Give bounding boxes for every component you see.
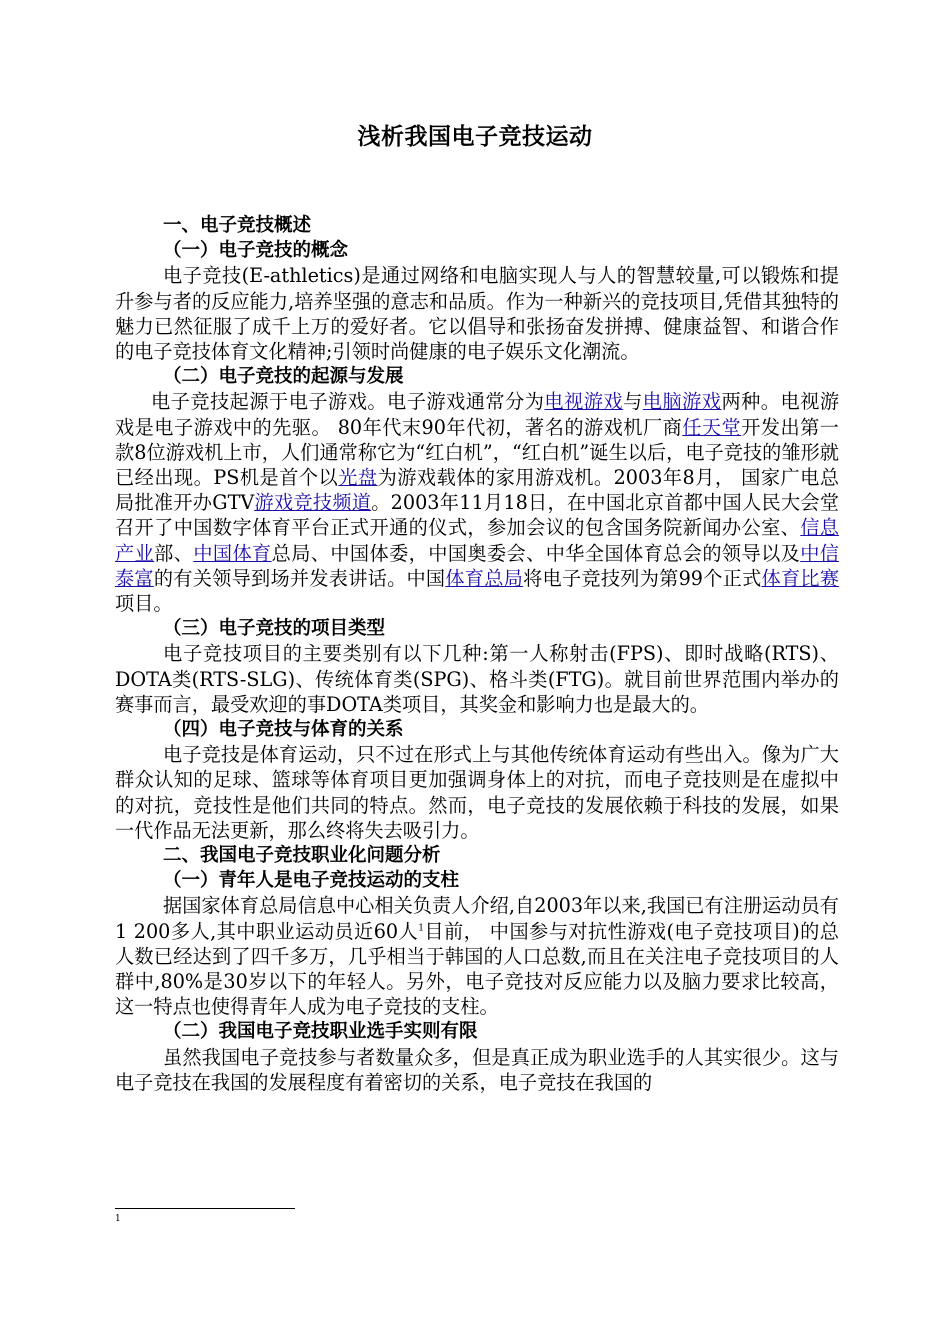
text-run: 总局、中国体委，中国奥委会、中华全国体育总会的领导以及 bbox=[271, 541, 801, 565]
subheading-origin: （二）电子竞技的起源与发展 bbox=[163, 366, 404, 388]
subheading-limited-pros: （二）我国电子竞技职业选手实则有限 bbox=[163, 1021, 478, 1043]
link-info-industry[interactable]: 信息产业 bbox=[115, 516, 839, 565]
paragraph-types: 电子竞技项目的主要类别有以下几种:第一人称射击(FPS)、即时战略(RTS)、DOTA类(RTS-SLG)、传统体育类(SPG)、格斗类(FTG)。就目前世界范围内举办的赛事而言，最受欢迎的事DOTA类项目，其奖金和影响力也是最大的。 bbox=[115, 642, 839, 716]
text-run: 电子竞技起源于电子游戏。电子游戏通常分为 bbox=[151, 390, 545, 414]
text-run: 项目。 bbox=[115, 592, 173, 615]
text-run: 目前， 中国参与对抗性游戏(电子竞技项目)的总人数已经达到了四千多万，几乎相当于韩国的人口总数,而且在关注电子竞技项目的人群中,80%是30岁以下的年轻人。另外，电子竞技对反应能力以及脑力要求比较高，这一特点也使得青年人成为电子竞技的支柱。 bbox=[115, 919, 839, 1019]
document-body bbox=[115, 213, 839, 1095]
link-china-sports[interactable]: 中国体育 bbox=[193, 541, 272, 565]
text-run: 两种。电视游戏是电子游戏中的先驱。 80年代末90年代初，著名的游戏机厂商 bbox=[115, 390, 840, 439]
section-heading-analysis: 二、我国电子竞技职业化问题分析 bbox=[163, 845, 441, 866]
link-tv-games[interactable]: 电视游戏 bbox=[544, 390, 624, 414]
text-run: 将电子竞技列为第99个正式 bbox=[523, 566, 762, 590]
paragraph-concept: 电子竞技(E-athletics)是通过网络和电脑实现人与人的智慧较量,可以锻炼和提升参与者的反应能力,培养坚强的意志和品质。作为一种新兴的竞技项目,凭借其独特的魅力已然征服了成千上万的爱好者。它以倡导和张扬奋发拼搏、健康益智、和谐合作的电子竞技体育文化精神;引领时尚健康的电子娱乐文化潮流。 bbox=[115, 264, 839, 363]
link-pc-games[interactable]: 电脑游戏 bbox=[642, 390, 722, 414]
subheading-relation: （四）电子竞技与体育的关系 bbox=[163, 719, 404, 740]
subheading-concept: （一）电子竞技的概念 bbox=[163, 240, 349, 262]
document-title: 浅析我国电子竞技运动 bbox=[357, 124, 593, 150]
text-run: 开发出第一款8位游戏机上市，人们通常称它为“红白机”，“红白机”诞生以后，电子竞技的雏形就已经出现。PS机是首个以 bbox=[115, 415, 839, 489]
link-nintendo[interactable]: 任天堂 bbox=[682, 415, 742, 439]
link-sports-bureau[interactable]: 体育总局 bbox=[445, 566, 524, 590]
text-run: 。2003年11月18日，在中国北京首都中国人民大会堂召开了中国数字体育平台正式开通的仪式，参加会议的包含国务院新闻办公室、 bbox=[115, 491, 840, 540]
link-game-channel[interactable]: 游戏竞技频道 bbox=[254, 491, 372, 515]
footnote-separator bbox=[115, 1208, 295, 1209]
text-run: 部、 bbox=[154, 541, 194, 565]
subheading-youth: （一）青年人是电子竞技运动的支柱 bbox=[163, 870, 460, 892]
text-run: 的有关领导到场并发表讲话。中国 bbox=[153, 566, 446, 590]
paragraph-origin bbox=[115, 389, 839, 616]
subheading-types: （三）电子竞技的项目类型 bbox=[163, 618, 386, 640]
section-heading-overview: 一、电子竞技概述 bbox=[163, 215, 312, 236]
link-sports-competition[interactable]: 体育比赛 bbox=[761, 566, 840, 590]
text-run: 与 bbox=[623, 390, 643, 414]
footnote-reference[interactable]: 1 bbox=[418, 923, 424, 934]
footnote-number: 1 bbox=[115, 1214, 121, 1224]
link-optical-disc[interactable]: 光盘 bbox=[338, 465, 378, 489]
paragraph-relation: 电子竞技是体育运动，只不过在形式上与其他传统体育运动有些出入。像为广大群众认知的足球、篮球等体育项目更加强调身体上的对抗，而电子竞技则是在虚拟中的对抗，竞技性是他们共同的特点。然而，电子竞技的发展依赖于科技的发展，如果一代作品无法更新，那么终将失去吸引力。 bbox=[115, 743, 839, 842]
paragraph-youth bbox=[115, 893, 839, 1019]
text-run: 为游戏载体的家用游戏机。2003年8月， 国家广电总局批准开办GTV bbox=[115, 465, 840, 515]
link-citic-pacific[interactable]: 中信泰富 bbox=[115, 541, 839, 590]
paragraph-limited-pros: 虽然我国电子竞技参与者数量众多，但是真正成为职业选手的人其实很少。这与电子竞技在我国的发展程度有着密切的关系，电子竞技在我国的 bbox=[115, 1045, 839, 1094]
text-run: 据国家体育总局信息中心相关负责人介绍,自2003年以来,我国已有注册运动员有1 200多人,其中职业运动员近60人 bbox=[115, 894, 839, 943]
